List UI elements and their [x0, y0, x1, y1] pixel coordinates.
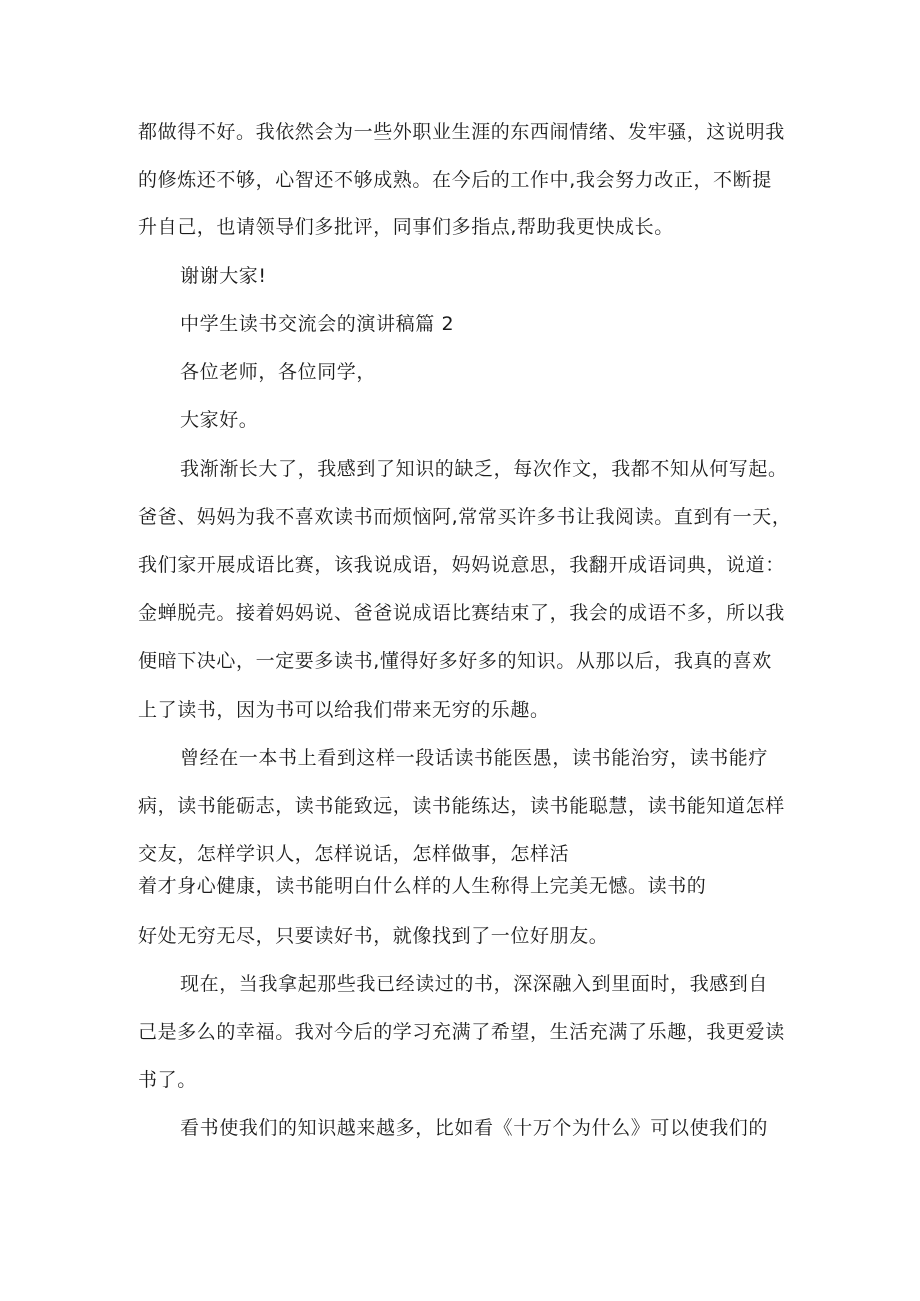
body-text-line: 的修炼还不够，心智还不够成熟。在今后的工作中,我会努力改正，不断提: [138, 169, 772, 191]
body-text-line: 病，读书能砺志，读书能致远，读书能练达，读书能聪慧，读书能知道怎样: [138, 795, 785, 817]
body-text-line: 好处无穷无尽，只要读好书，就像找到了一位好朋友。: [138, 925, 609, 947]
section-title: 中学生读书交流会的演讲稿篇 2: [180, 313, 455, 335]
body-text-line: 曾经在一本书上看到这样一段话读书能医愚，读书能治穷，读书能疗: [180, 747, 769, 769]
body-text-line: 现在，当我拿起那些我已经读过的书，深深融入到里面时，我感到自: [180, 973, 769, 995]
body-text-line: 交友，怎样学识人，怎样说话，怎样做事，怎样活: [138, 843, 570, 865]
closing-thanks: 谢谢大家!: [180, 265, 267, 287]
body-text-line: 上了读书，因为书可以给我们带来无穷的乐趣。: [138, 699, 550, 721]
body-text-line: 升自己，也请领导们多批评，同事们多指点,帮助我更快成长。: [138, 216, 674, 238]
body-text-line: 书了。: [138, 1069, 197, 1091]
salutation: 各位老师，各位同学，: [180, 361, 377, 383]
body-text-line: 我渐渐长大了，我感到了知识的缺乏，每次作文，我都不知从何写起。: [180, 458, 788, 480]
body-text-line: 看书使我们的知识越来越多，比如看《十万个为什么》可以使我们的: [180, 1117, 769, 1139]
body-text-line: 着才身心健康，读书能明白什么样的人生称得上完美无憾。读书的: [138, 875, 707, 897]
body-text-line: 金蝉脱壳。接着妈妈说、爸爸说成语比赛结束了，我会的成语不多，所以我: [138, 602, 785, 624]
greeting: 大家好。: [180, 409, 259, 431]
body-text-line: 我们家开展成语比赛，该我说成语，妈妈说意思，我翻开成语词典，说道：: [138, 554, 785, 576]
body-text-line: 爸爸、妈妈为我不喜欢读书而烦恼阿,常常买许多书让我阅读。直到有一天，: [138, 506, 792, 528]
body-text-line: 便暗下决心，一定要多读书,懂得好多好多的知识。从那以后，我真的喜欢: [138, 650, 772, 672]
body-text-line: 都做得不好。我依然会为一些外职业生涯的东西闹情绪、发牢骚，这说明我: [138, 121, 785, 143]
body-text-line: 己是多么的幸福。我对今后的学习充满了希望，生活充满了乐趣，我更爱读: [138, 1021, 785, 1043]
